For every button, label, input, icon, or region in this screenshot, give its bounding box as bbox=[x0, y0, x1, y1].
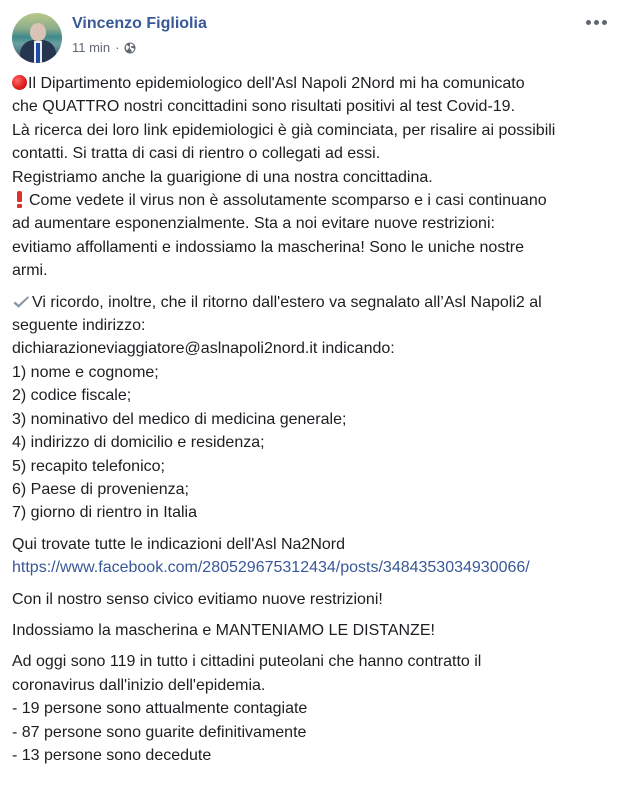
paragraph-civic-sense: Con il nostro senso civico evitiamo nuove restrizioni! bbox=[12, 590, 383, 608]
more-options-icon-dot bbox=[602, 20, 607, 25]
list-item: 2) codice fiscale; bbox=[12, 387, 132, 405]
stat-line: - 13 persone sono decedute bbox=[12, 746, 212, 764]
text-line: ad aumentare esponenzialmente. Sta a noi evitare nuove restrizioni: bbox=[12, 215, 495, 233]
check-mark-icon bbox=[12, 295, 30, 309]
text-line: Qui trovate tutte le indicazioni dell'Asl Na2Nord bbox=[12, 535, 345, 553]
text-line: contatti. Si tratta di casi di rientro o collegati ad essi. bbox=[12, 145, 381, 163]
list-item: 6) Paese di provenienza; bbox=[12, 480, 189, 498]
list-item: 7) giorno di rientro in Italia bbox=[12, 504, 197, 522]
red-circle-icon bbox=[12, 75, 27, 90]
exclamation-icon bbox=[14, 191, 24, 207]
text-line: Il Dipartimento epidemiologico dell'Asl Napoli 2Nord mi ha comunicato bbox=[28, 75, 525, 92]
text-line: che QUATTRO nostri concittadini sono risultati positivi al test Covid-19. bbox=[12, 98, 516, 116]
list-item: 5) recapito telefonico; bbox=[12, 457, 165, 475]
post-timestamp[interactable]: 11 min bbox=[72, 40, 111, 55]
paragraph-statistics bbox=[12, 650, 612, 767]
globe-icon[interactable] bbox=[124, 42, 136, 54]
list-item: 3) nominativo del medico di medicina generale; bbox=[12, 410, 347, 428]
stat-line: - 19 persone sono attualmente contagiate bbox=[12, 700, 308, 718]
text-line: coronavirus dall'inizio dell'epidemia. bbox=[12, 676, 266, 694]
more-options-button[interactable] bbox=[586, 14, 618, 30]
asl-post-link[interactable]: https://www.facebook.com/280529675312434/posts/3484353034930066/ bbox=[12, 559, 530, 577]
list-item: 1) nome e cognome; bbox=[12, 363, 159, 381]
list-item: 4) indirizzo di domicilio e residenza; bbox=[12, 434, 265, 452]
text-line: seguente indirizzo: bbox=[12, 317, 146, 335]
avatar-tie bbox=[36, 43, 40, 63]
more-options-icon-dot bbox=[594, 20, 599, 25]
avatar-face bbox=[30, 23, 46, 41]
email-address-line: dichiarazioneviaggiatore@aslnapoli2nord.it indicando: bbox=[12, 340, 395, 358]
text-line: Ad oggi sono 119 in tutto i cittadini puteolani che hanno contratto il bbox=[12, 653, 482, 671]
text-line: Vi ricordo, inoltre, che il ritorno dall'estero va segnalato all’Asl Napoli2 al bbox=[32, 293, 542, 311]
post-header bbox=[0, 0, 619, 66]
paragraph-announcement bbox=[12, 72, 612, 283]
stat-line: - 87 persone sono guarite definitivamente bbox=[12, 723, 307, 741]
paragraph-keep-distance: Indossiamo la mascherina e MANTENIAMO LE DISTANZE! bbox=[12, 621, 435, 639]
text-line: armi. bbox=[12, 262, 48, 280]
post-meta bbox=[72, 40, 136, 55]
avatar[interactable] bbox=[12, 13, 62, 63]
author-name[interactable]: Vincenzo Figliolia bbox=[72, 15, 207, 32]
more-options-icon bbox=[586, 20, 591, 25]
text-line: Come vedete il virus non è assolutamente scomparso e i casi continuano bbox=[29, 192, 547, 210]
post-body bbox=[12, 72, 612, 767]
text-line: evitiamo affollamenti e indossiamo la mascherina! Sono le uniche nostre bbox=[12, 238, 524, 256]
meta-separator: · bbox=[115, 40, 120, 55]
paragraph-asl-info bbox=[12, 533, 612, 580]
paragraph-travel-reminder bbox=[12, 291, 612, 525]
text-line: Là ricerca dei loro link epidemiologici è già cominciata, per risalire ai possibili bbox=[12, 121, 556, 139]
text-line: Registriamo anche la guarigione di una nostra concittadina. bbox=[12, 168, 433, 186]
